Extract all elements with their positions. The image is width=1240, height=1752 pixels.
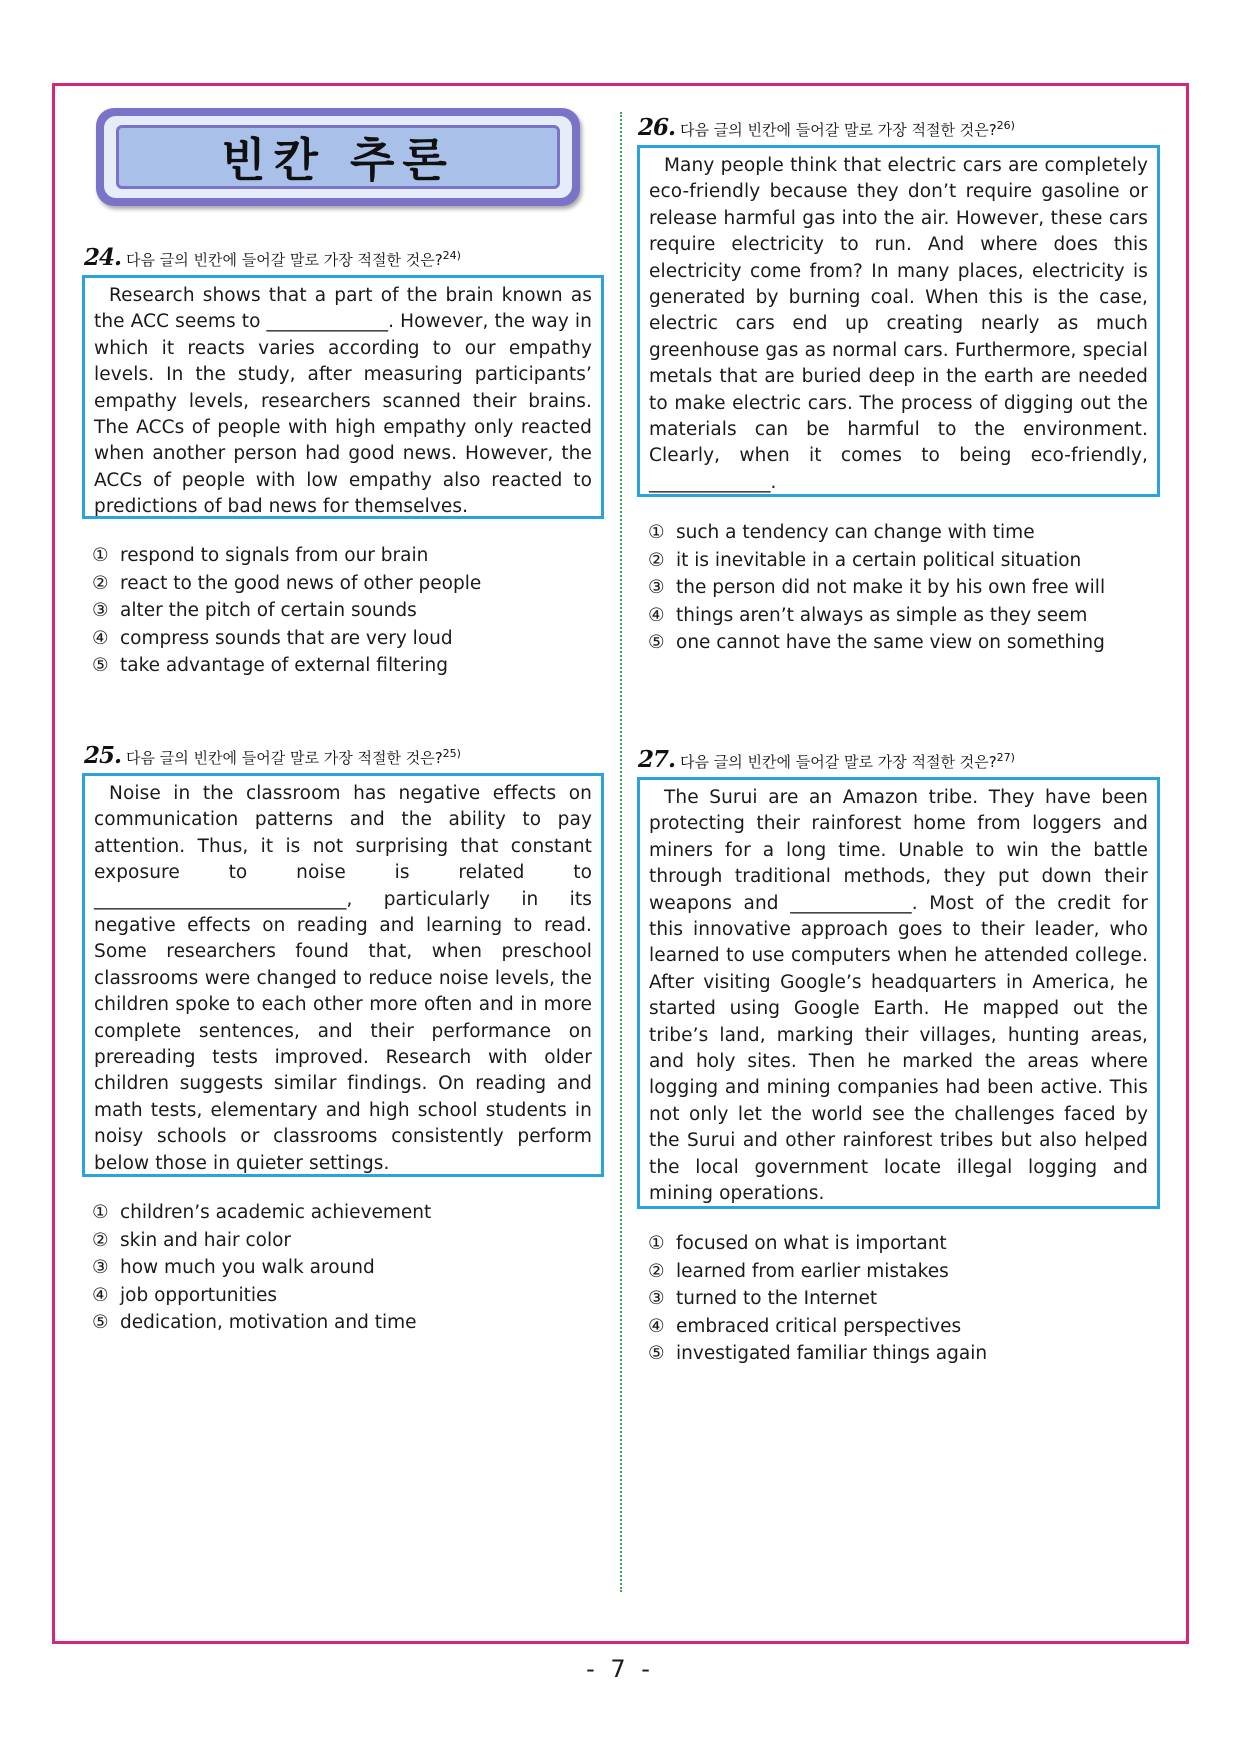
choice-item[interactable]: ③ how much you walk around: [92, 1257, 375, 1278]
choice-item[interactable]: ④ things aren’t always as simple as they seem: [648, 604, 1088, 626]
page-number: - 7 -: [586, 1655, 654, 1683]
section-title-badge: [96, 108, 580, 206]
question-footnote-ref: 27): [996, 751, 1015, 764]
question-27-choices: [648, 1230, 987, 1368]
choice-item[interactable]: ③ turned to the Internet: [648, 1288, 878, 1309]
question-footnote-ref: 24): [442, 249, 461, 262]
choice-item[interactable]: ③ alter the pitch of certain sounds: [92, 600, 417, 621]
choice-item[interactable]: ② it is inevitable in a certain political situation: [648, 549, 1082, 571]
question-27-header: [638, 746, 1015, 773]
choice-item[interactable]: ④ embraced critical perspectives: [648, 1315, 962, 1337]
question-number: 27.: [638, 746, 676, 773]
choice-item[interactable]: ⑤ one cannot have the same view on something: [648, 632, 1105, 653]
column-divider: [620, 112, 622, 1592]
choice-item[interactable]: ① such a tendency can change with time: [648, 522, 1035, 543]
section-title-panel: [116, 125, 560, 189]
section-title: 빈칸 추론: [221, 133, 455, 187]
question-24-passage: Research shows that a part of the brain known as the ACC seems to _____________. However, the way in which it reacts varies according to our empathy levels. In the study, after measuring participants’ empathy levels, researchers scanned their brains. The ACCs of people with high empathy only reacted when another person had good news. However, the ACCs of people with low empathy also reacted to predictions of bad news for themselves.: [82, 275, 604, 519]
choice-item[interactable]: ① children’s academic achievement: [92, 1202, 432, 1223]
question-number: 24.: [84, 244, 122, 271]
question-prompt: 다음 글의 빈칸에 들어갈 말로 가장 적절한 것은?: [680, 121, 997, 139]
question-prompt: 다음 글의 빈칸에 들어갈 말로 가장 적절한 것은?: [126, 251, 443, 269]
choice-item[interactable]: ⑤ dedication, motivation and time: [92, 1312, 417, 1333]
question-26-passage: Many people think that electric cars are completely eco-friendly because they don’t require gasoline or release harmful gas into the air. However, these cars require electricity to run. And where does this electricity come from? In many places, electricity is generated by burning coal. When this is the case, electric cars end up creating nearly as much greenhouse gas as normal cars. Furthermore, special metals that are buried deep in the earth are needed to make electric cars. The process of digging out the materials can be harmful to the environment. Clearly, when it comes to being eco-friendly, _____________.: [637, 145, 1160, 497]
choice-item[interactable]: ⑤ take advantage of external filtering: [92, 655, 448, 676]
choice-item[interactable]: ② skin and hair color: [92, 1229, 292, 1251]
choice-item[interactable]: ① respond to signals from our brain: [92, 545, 429, 566]
section-title-frame: [104, 116, 572, 198]
question-27-passage: The Surui are an Amazon tribe. They have been protecting their rainforest home from loggers and miners for a long time. Unable to win the battle through traditional methods, they put down their weapons and _____________. Most of the credit for this innovative approach goes to their leader, who learned to use computers when he attended college. After visiting Google’s headquarters in America, he started using Google Earth. He mapped out the tribe’s land, marking their villages, hunting areas, and holy sites. Then he marked the areas where logging and mining companies had been active. This not only let the world see the challenges faced by the Surui and other rainforest tribes but also helped the local government locate illegal logging and mining operations.: [637, 777, 1160, 1209]
question-24-header: [84, 244, 461, 271]
question-25-choices: [92, 1199, 431, 1337]
question-26-choices: [648, 519, 1105, 657]
question-footnote-ref: 26): [996, 119, 1015, 132]
question-25-passage: Noise in the classroom has negative effects on communication patterns and the ability to pay attention. Thus, it is not surprising that constant exposure to noise is related to ___________________________, particularly in its negative effects on reading and learning to read. Some researchers found that, when preschool classrooms were changed to reduce noise levels, the children spoke to each other more often and in more complete sentences, and their performance on prereading tests improved. Research with older children suggests similar findings. On reading and math tests, elementary and high school students in noisy schools or classrooms consistently perform below those in quieter settings.: [82, 773, 604, 1177]
choice-item[interactable]: ② react to the good news of other people: [92, 572, 482, 594]
question-footnote-ref: 25): [442, 747, 461, 760]
choice-item[interactable]: ② learned from earlier mistakes: [648, 1260, 949, 1282]
question-25-header: [84, 742, 461, 769]
question-prompt: 다음 글의 빈칸에 들어갈 말로 가장 적절한 것은?: [680, 753, 997, 771]
choice-item[interactable]: ④ job opportunities: [92, 1284, 278, 1306]
question-number: 25.: [84, 742, 122, 769]
choice-item[interactable]: ③ the person did not make it by his own free will: [648, 577, 1106, 598]
choice-item[interactable]: ⑤ investigated familiar things again: [648, 1343, 988, 1364]
choice-item[interactable]: ④ compress sounds that are very loud: [92, 627, 453, 649]
choice-item[interactable]: ① focused on what is important: [648, 1233, 947, 1254]
question-prompt: 다음 글의 빈칸에 들어갈 말로 가장 적절한 것은?: [126, 749, 443, 767]
question-number: 26.: [638, 114, 676, 141]
question-24-choices: [92, 542, 481, 680]
question-26-header: [638, 114, 1015, 141]
